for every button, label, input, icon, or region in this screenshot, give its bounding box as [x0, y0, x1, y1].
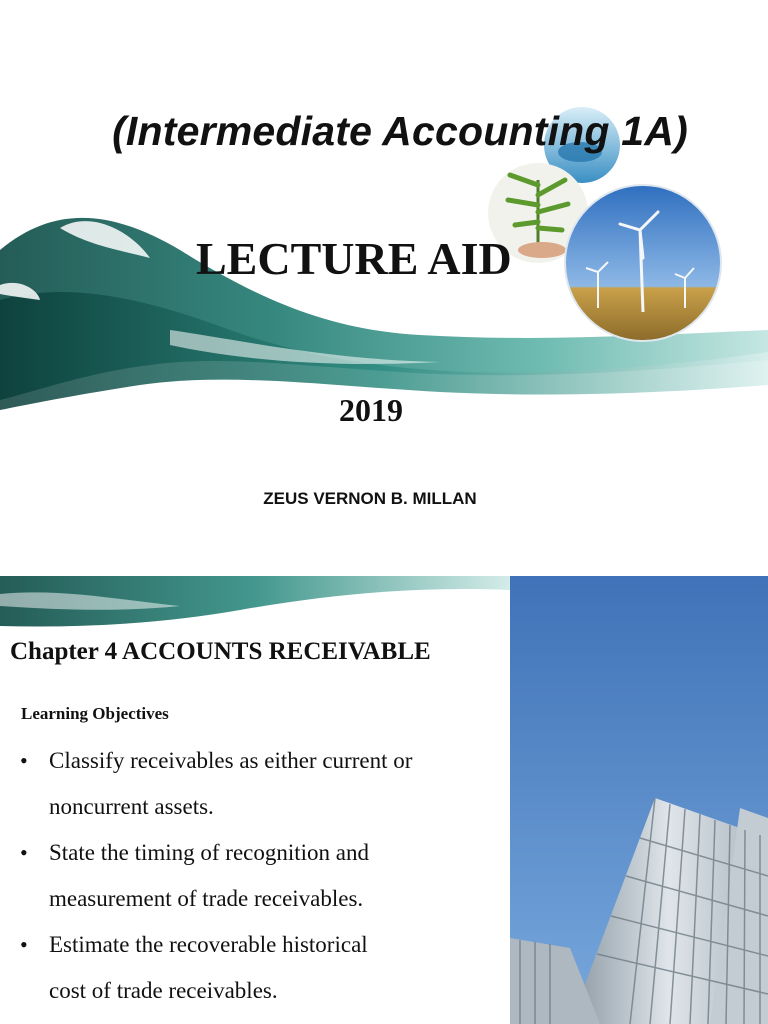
glass-building-photo: [510, 576, 768, 1024]
objective-line: noncurrent assets.: [49, 794, 214, 819]
bullet: •: [20, 840, 28, 865]
teal-wave-decoration: [0, 576, 510, 636]
year-label: 2019: [339, 392, 403, 428]
bullet: •: [20, 748, 28, 773]
bullet: •: [20, 932, 28, 957]
author-name: ZEUS VERNON B. MILLAN: [263, 489, 477, 508]
list-item: [20, 830, 500, 922]
objective-line: Classify receivables as either current or: [49, 748, 413, 773]
list-item: [20, 738, 500, 830]
slide-title: LECTURE AID: [196, 233, 512, 284]
course-subtitle: (Intermediate Accounting 1A): [112, 108, 688, 154]
objective-line: measurement of trade receivables.: [49, 886, 364, 911]
objectives-list: [20, 738, 500, 1014]
wind-turbines-photo: [565, 185, 721, 341]
chapter-slide: [0, 576, 768, 1024]
objective-line: cost of trade receivables.: [49, 978, 278, 1003]
objective-line: State the timing of recognition and: [49, 840, 370, 865]
learning-objectives-heading: Learning Objectives: [21, 704, 169, 723]
list-item: [20, 922, 500, 1014]
objective-line: Estimate the recoverable historical: [49, 932, 368, 957]
chapter-title: Chapter 4 ACCOUNTS RECEIVABLE: [10, 638, 431, 665]
